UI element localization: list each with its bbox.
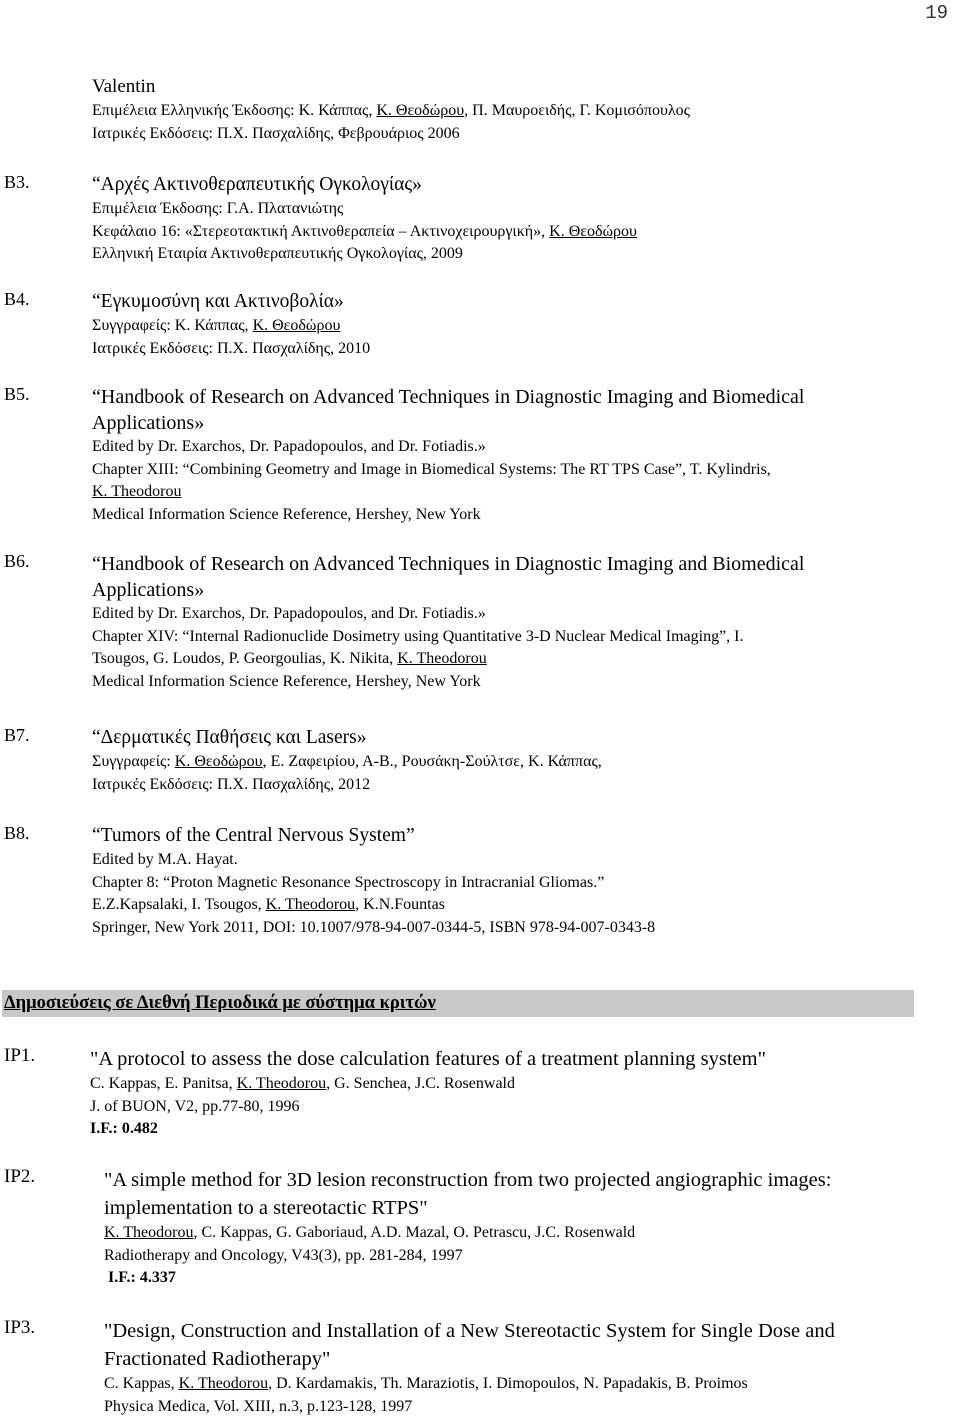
- author-theodorou: Κ. Θεοδώρου: [549, 223, 637, 240]
- entry-body: [104, 1166, 958, 1290]
- entry-body: [92, 289, 958, 360]
- entry-publisher: Medical Information Science Reference, Hershey, New York: [92, 504, 958, 527]
- entry-editor: Επιμέλεια Έκδοσης: Γ.Α. Πλατανιώτης: [92, 198, 958, 221]
- author-theodorou: K. Theodorou: [104, 1224, 193, 1241]
- continuation-body: [92, 74, 958, 145]
- entry-chapter: [92, 221, 958, 244]
- authors-text: Συγγραφείς:: [92, 753, 175, 770]
- entry-title: “Αρχές Ακτινοθεραπευτικής Ογκολογίας»: [92, 172, 958, 198]
- entry-body: [104, 1317, 958, 1418]
- entry-title: “Tumors of the Central Nervous System”: [92, 823, 958, 849]
- entry-body: [92, 384, 958, 526]
- entry-chapter: Chapter XIII: “Combining Geometry and Image in Biomedical Systems: The RT TPS Case”, T. Kylindris,: [92, 459, 958, 482]
- entry-body: [90, 1045, 958, 1141]
- paper-authors: [104, 1222, 958, 1245]
- entry-publisher: Ιατρικές Εκδόσεις: Π.Χ. Πασχαλίδης, 2010: [92, 338, 958, 361]
- section-heading: Δημοσιεύσεις σε Διεθνή Περιοδικά με σύστημα κριτών: [4, 993, 436, 1014]
- author-theodorou: K. Theodorou: [397, 650, 486, 667]
- entry-label: IP1.: [4, 1045, 35, 1067]
- author-theodorou: Κ. Θεοδώρου: [253, 317, 341, 334]
- entry-body: [92, 172, 958, 266]
- continuation-title: Valentin: [92, 74, 958, 100]
- entry-authors: [92, 751, 958, 774]
- authors-text-rest: , G. Senchea, J.C. Rosenwald: [326, 1075, 515, 1092]
- entry-body: [92, 551, 958, 693]
- chapter-text: Κεφάλαιο 16: «Στερεοτακτική Ακτινοθεραπεία – Ακτινοχειρουργική»,: [92, 223, 549, 240]
- entry-publisher: Ελληνική Εταιρία Ακτινοθεραπευτικής Ογκολογίας, 2009: [92, 243, 958, 266]
- entry-title: “Δερματικές Παθήσεις και Lasers»: [92, 725, 958, 751]
- paper-title: "Design, Construction and Installation of a New Stereotactic System for Single Dose and: [104, 1317, 958, 1345]
- continuation-editors: [92, 100, 958, 123]
- entry-authors: [92, 894, 958, 917]
- impact-factor: I.F.: 0.482: [90, 1118, 958, 1141]
- impact-factor: I.F.: 4.337: [104, 1267, 958, 1290]
- paper-journal: J. of BUON, V2, pp.77-80, 1996: [90, 1096, 958, 1119]
- paper-authors: [90, 1073, 958, 1096]
- authors-text-rest: , K.N.Fountas: [355, 896, 445, 913]
- entry-label: B7.: [4, 725, 30, 746]
- author-theodorou: K. Theodorou: [179, 1375, 268, 1392]
- page-number: 19: [925, 2, 948, 24]
- editors-text: Επιμέλεια Ελληνικής Έκδοσης: Κ. Κάππας,: [92, 102, 376, 119]
- paper-title: "A simple method for 3D lesion reconstruction from two projected angiographic images:: [104, 1166, 958, 1194]
- authors-text: Συγγραφείς: Κ. Κάππας,: [92, 317, 253, 334]
- authors-text-rest: , D. Kardamakis, Th. Maraziotis, I. Dimopoulos, N. Papadakis, B. Proimos: [268, 1375, 748, 1392]
- entry-publisher: Springer, New York 2011, DOI: 10.1007/978-94-007-0344-5, ISBN 978-94-007-0343-8: [92, 917, 958, 940]
- entry-chapter: Chapter 8: “Proton Magnetic Resonance Spectroscopy in Intracranial Gliomas.”: [92, 872, 958, 895]
- author-theodorou: K. Theodorou: [266, 896, 355, 913]
- entry-label: B6.: [4, 551, 30, 572]
- entry-chapter-author: [92, 481, 958, 504]
- authors-text-rest: , C. Kappas, G. Gaboriaud, A.D. Mazal, O. Petrascu, J.C. Rosenwald: [193, 1224, 635, 1241]
- entry-title: “Handbook of Research on Advanced Techniques in Diagnostic Imaging and Biomedical: [92, 384, 958, 410]
- entry-label: B4.: [4, 289, 30, 310]
- entry-publisher: Ιατρικές Εκδόσεις: Π.Χ. Πασχαλίδης, 2012: [92, 774, 958, 797]
- author-theodorou: Κ. Θεοδώρου: [175, 753, 263, 770]
- entry-label: IP2.: [4, 1166, 35, 1188]
- entry-label: B3.: [4, 172, 30, 193]
- entry-label: IP3.: [4, 1317, 35, 1339]
- entry-chapter-authors: [92, 648, 958, 671]
- authors-text: Tsougos, G. Loudos, P. Georgoulias, K. Nikita,: [92, 650, 397, 667]
- paper-title-cont: Fractionated Radiotherapy": [104, 1345, 958, 1373]
- paper-title: "A protocol to assess the dose calculation features of a treatment planning system": [90, 1045, 958, 1073]
- entry-label: B5.: [4, 384, 30, 405]
- entry-title-cont: Applications»: [92, 410, 958, 436]
- authors-text-rest: , Ε. Ζαφειρίου, Α-Β., Ρουσάκη-Σούλτσε, Κ. Κάππας,: [263, 753, 602, 770]
- entry-authors: [92, 315, 958, 338]
- entry-title-cont: Applications»: [92, 577, 958, 603]
- authors-text: C. Kappas,: [104, 1375, 179, 1392]
- continuation-publisher: Ιατρικές Εκδόσεις: Π.Χ. Πασχαλίδης, Φεβρουάριος 2006: [92, 123, 958, 146]
- paper-journal: Radiotherapy and Oncology, V43(3), pp. 281-284, 1997: [104, 1245, 958, 1268]
- entry-publisher: Medical Information Science Reference, Hershey, New York: [92, 671, 958, 694]
- paper-authors: [104, 1373, 958, 1396]
- entry-chapter: Chapter XIV: “Internal Radionuclide Dosimetry using Quantitative 3-D Nuclear Medical Imaging”, I.: [92, 626, 958, 649]
- paper-journal: Physica Medica, Vol. XIII, n.3, p.123-128, 1997: [104, 1396, 958, 1418]
- entry-editors: Edited by Dr. Exarchos, Dr. Papadopoulos, and Dr. Fotiadis.»: [92, 436, 958, 459]
- paper-title-cont: implementation to a stereotactic RTPS": [104, 1194, 958, 1222]
- author-theodorou: K. Theodorou: [92, 483, 181, 500]
- entry-label: B8.: [4, 823, 30, 844]
- author-theodorou: K. Theodorou: [237, 1075, 326, 1092]
- editors-text-rest: , Π. Μαυροειδής, Γ. Κομισόπουλος: [464, 102, 690, 119]
- entry-title: “Εγκυμοσύνη και Ακτινοβολία»: [92, 289, 958, 315]
- author-theodorou: Κ. Θεοδώρου: [376, 102, 464, 119]
- entry-body: [92, 823, 958, 939]
- entry-editor: Edited by M.A. Hayat.: [92, 849, 958, 872]
- entry-editors: Edited by Dr. Exarchos, Dr. Papadopoulos, and Dr. Fotiadis.»: [92, 603, 958, 626]
- entry-title: “Handbook of Research on Advanced Techniques in Diagnostic Imaging and Biomedical: [92, 551, 958, 577]
- entry-body: [92, 725, 958, 796]
- authors-text: C. Kappas, E. Panitsa,: [90, 1075, 237, 1092]
- authors-text: E.Z.Kapsalaki, I. Tsougos,: [92, 896, 266, 913]
